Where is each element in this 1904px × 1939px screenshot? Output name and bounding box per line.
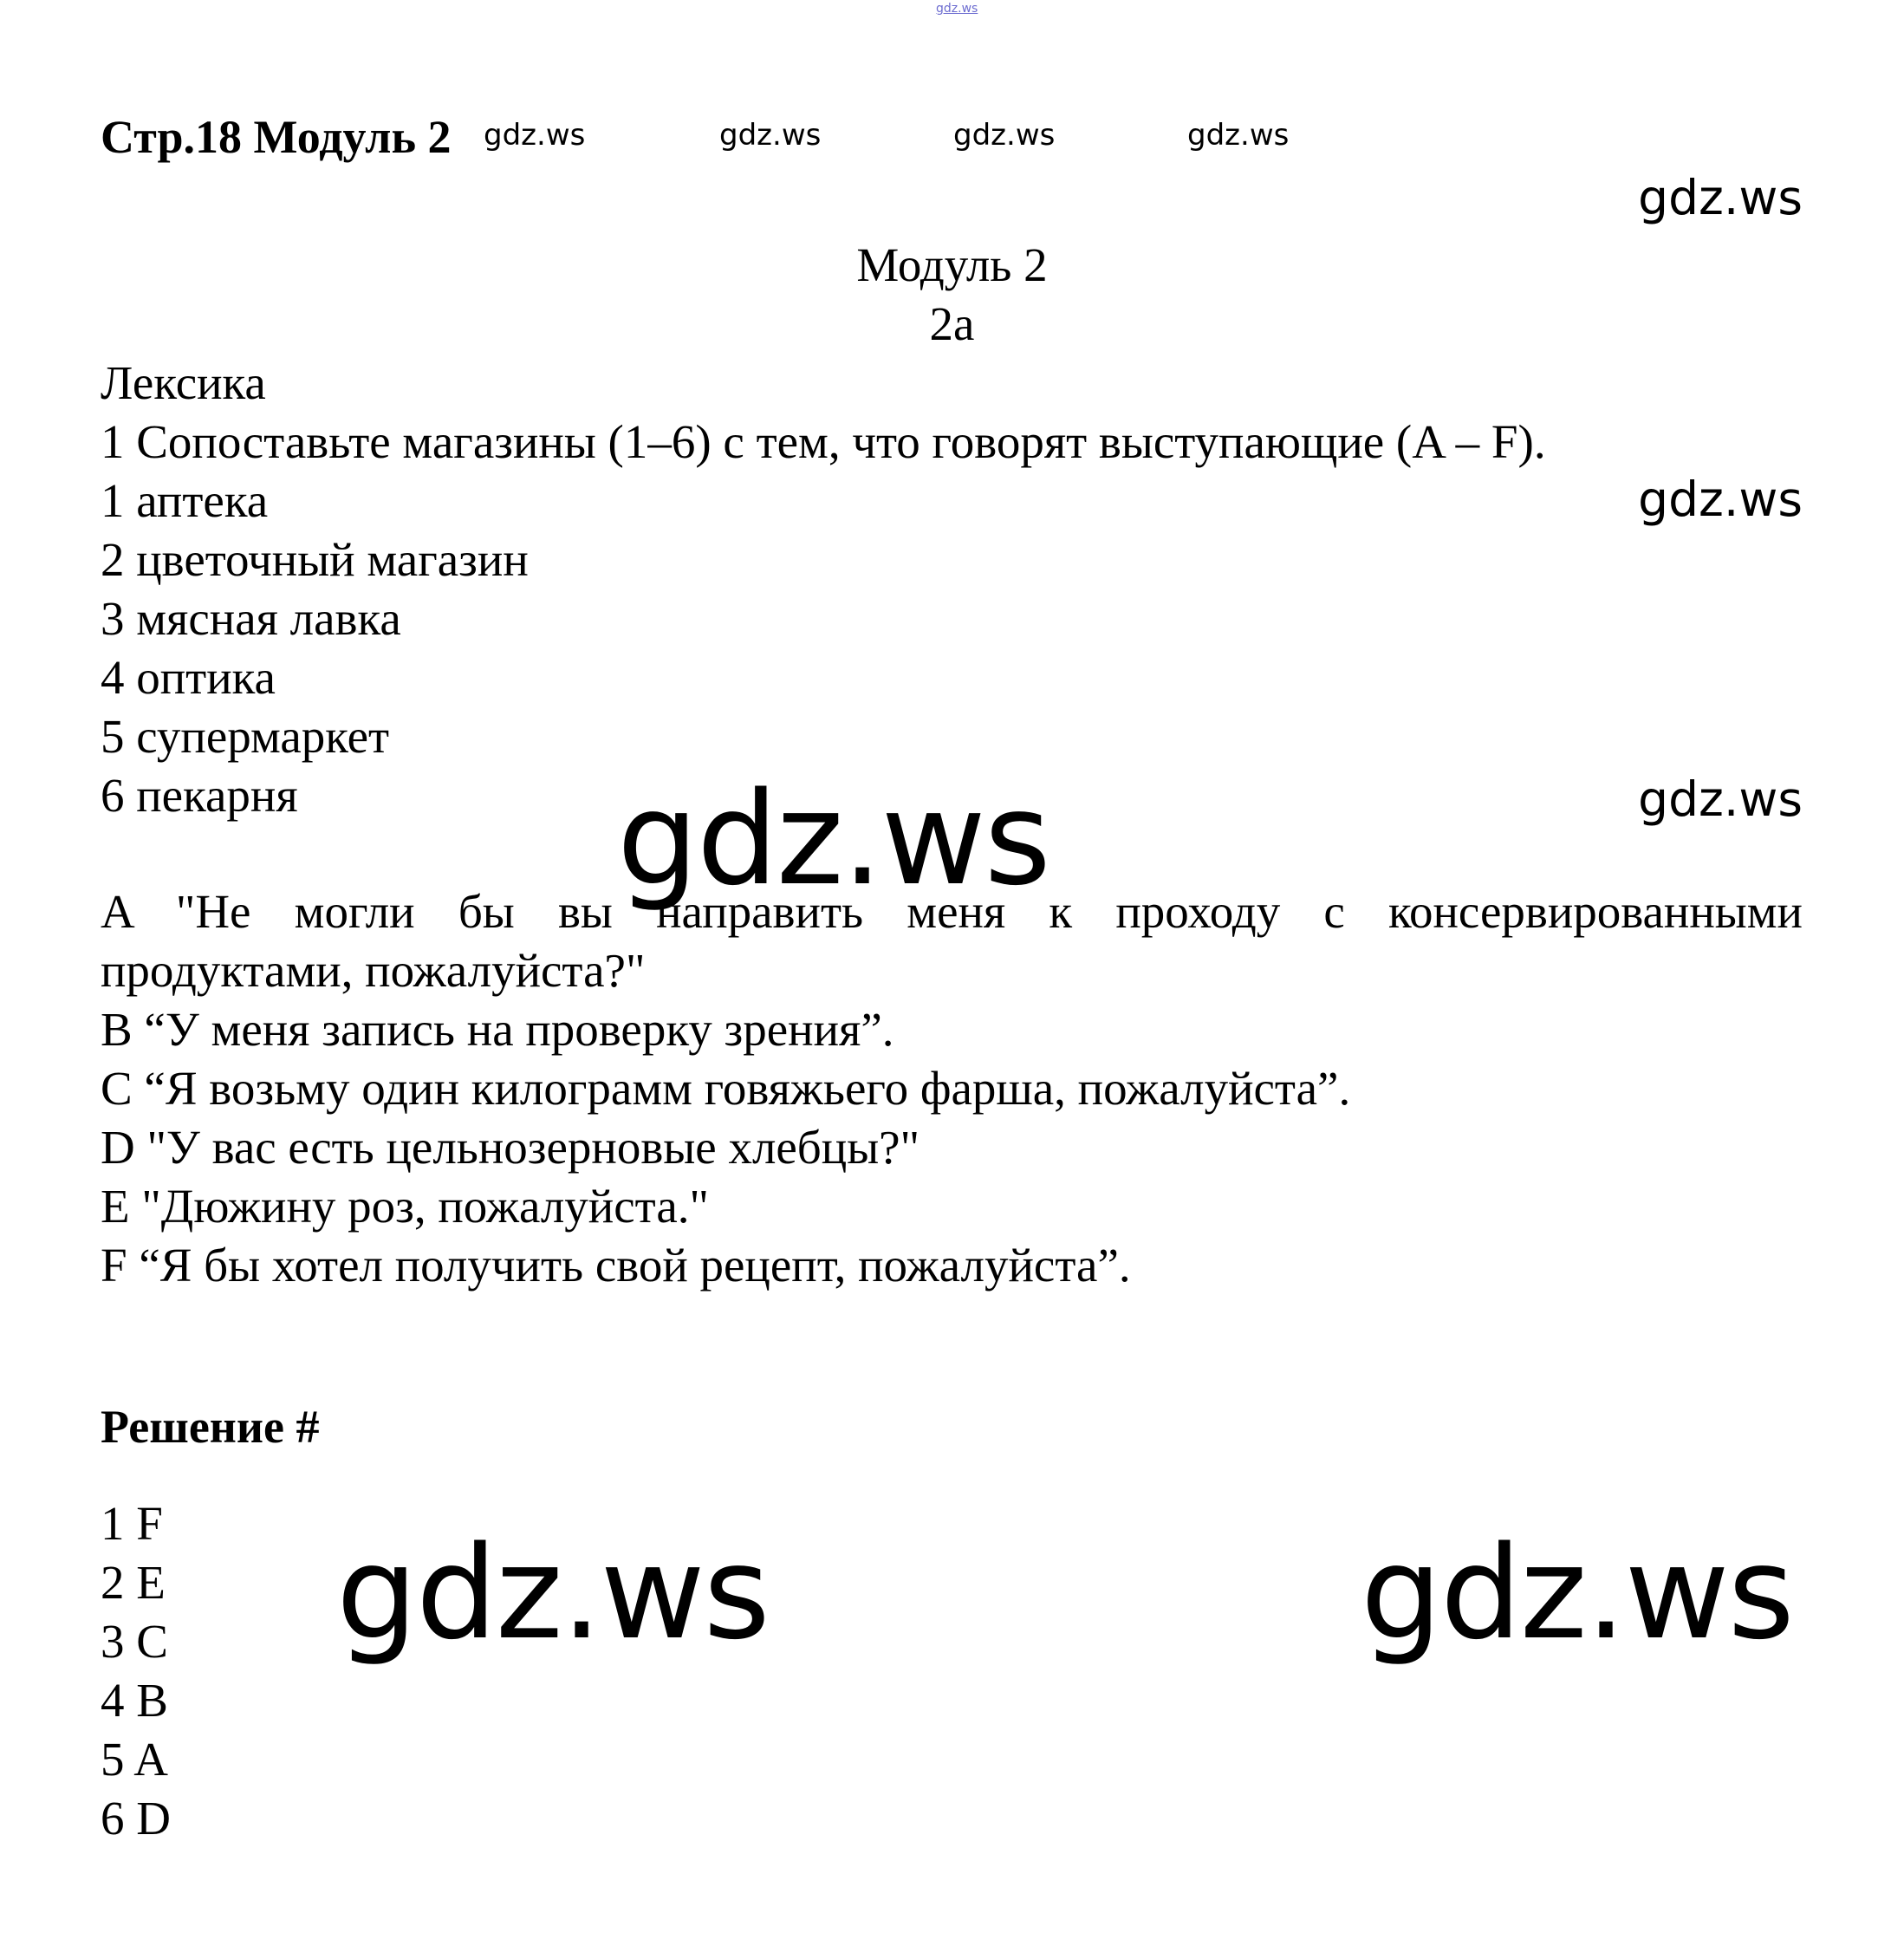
watermark-header-3: gdz.ws xyxy=(953,118,1056,153)
answer-item: 5 A xyxy=(101,1733,168,1786)
section-instruction: 1 Сопоставьте магазины (1–6) с тем, что говорят выступающие (A – F). xyxy=(101,415,1546,468)
module-subtitle: 2а xyxy=(929,297,975,350)
watermark-right-3: gdz.ws xyxy=(1638,771,1803,827)
answer-item: 1 F xyxy=(101,1497,163,1550)
list-item: 1 аптека xyxy=(101,474,269,527)
watermark-big-3: gdz.ws xyxy=(1361,1519,1793,1668)
module-title: Модуль 2 xyxy=(856,238,1048,291)
phrase-a-line1: A "Не могли бы вы направить меня к проходу с консервированными xyxy=(101,885,1803,938)
watermark-big-1: gdz.ws xyxy=(617,765,1049,914)
watermark-right-1: gdz.ws xyxy=(1638,170,1803,225)
phrase-c: C “Я возьму один килограмм говяжьего фарша, пожалуйста”. xyxy=(101,1062,1351,1115)
watermark-big-2: gdz.ws xyxy=(336,1519,769,1668)
list-item: 5 супермаркет xyxy=(101,710,390,763)
answers-list xyxy=(101,1494,171,1848)
list-item: 6 пекарня xyxy=(101,769,298,822)
section-label: Лексика xyxy=(101,356,266,409)
phrase-d: D "У вас есть цельнозерновые хлебцы?" xyxy=(101,1121,920,1174)
phrase-e: E "Дюжину роз, пожалуйста." xyxy=(101,1180,709,1233)
watermark-top: gdz.ws xyxy=(936,2,978,16)
watermark-header-2: gdz.ws xyxy=(719,118,822,153)
page-title: Стр.18 Модуль 2 xyxy=(101,111,452,163)
list-item: 3 мясная лавка xyxy=(101,592,401,645)
phrase-b: B “У меня запись на проверку зрения”. xyxy=(101,1003,894,1056)
watermark-header-4: gdz.ws xyxy=(1187,118,1290,153)
watermark-right-2: gdz.ws xyxy=(1638,472,1803,527)
watermark-header-1: gdz.ws xyxy=(484,118,586,153)
answer-item: 6 D xyxy=(101,1792,171,1845)
phrase-f: F “Я бы хотел получить свой рецепт, пожалуйста”. xyxy=(101,1239,1131,1292)
answer-item: 3 C xyxy=(101,1615,168,1668)
shops-list xyxy=(101,472,529,825)
phrase-a-line2: продуктами, пожалуйста?" xyxy=(101,944,646,997)
solution-title: Решение # xyxy=(101,1401,320,1453)
list-item: 2 цветочный магазин xyxy=(101,533,529,586)
answer-item: 4 B xyxy=(101,1674,168,1727)
list-item: 4 оптика xyxy=(101,651,276,704)
answer-item: 2 E xyxy=(101,1556,166,1609)
